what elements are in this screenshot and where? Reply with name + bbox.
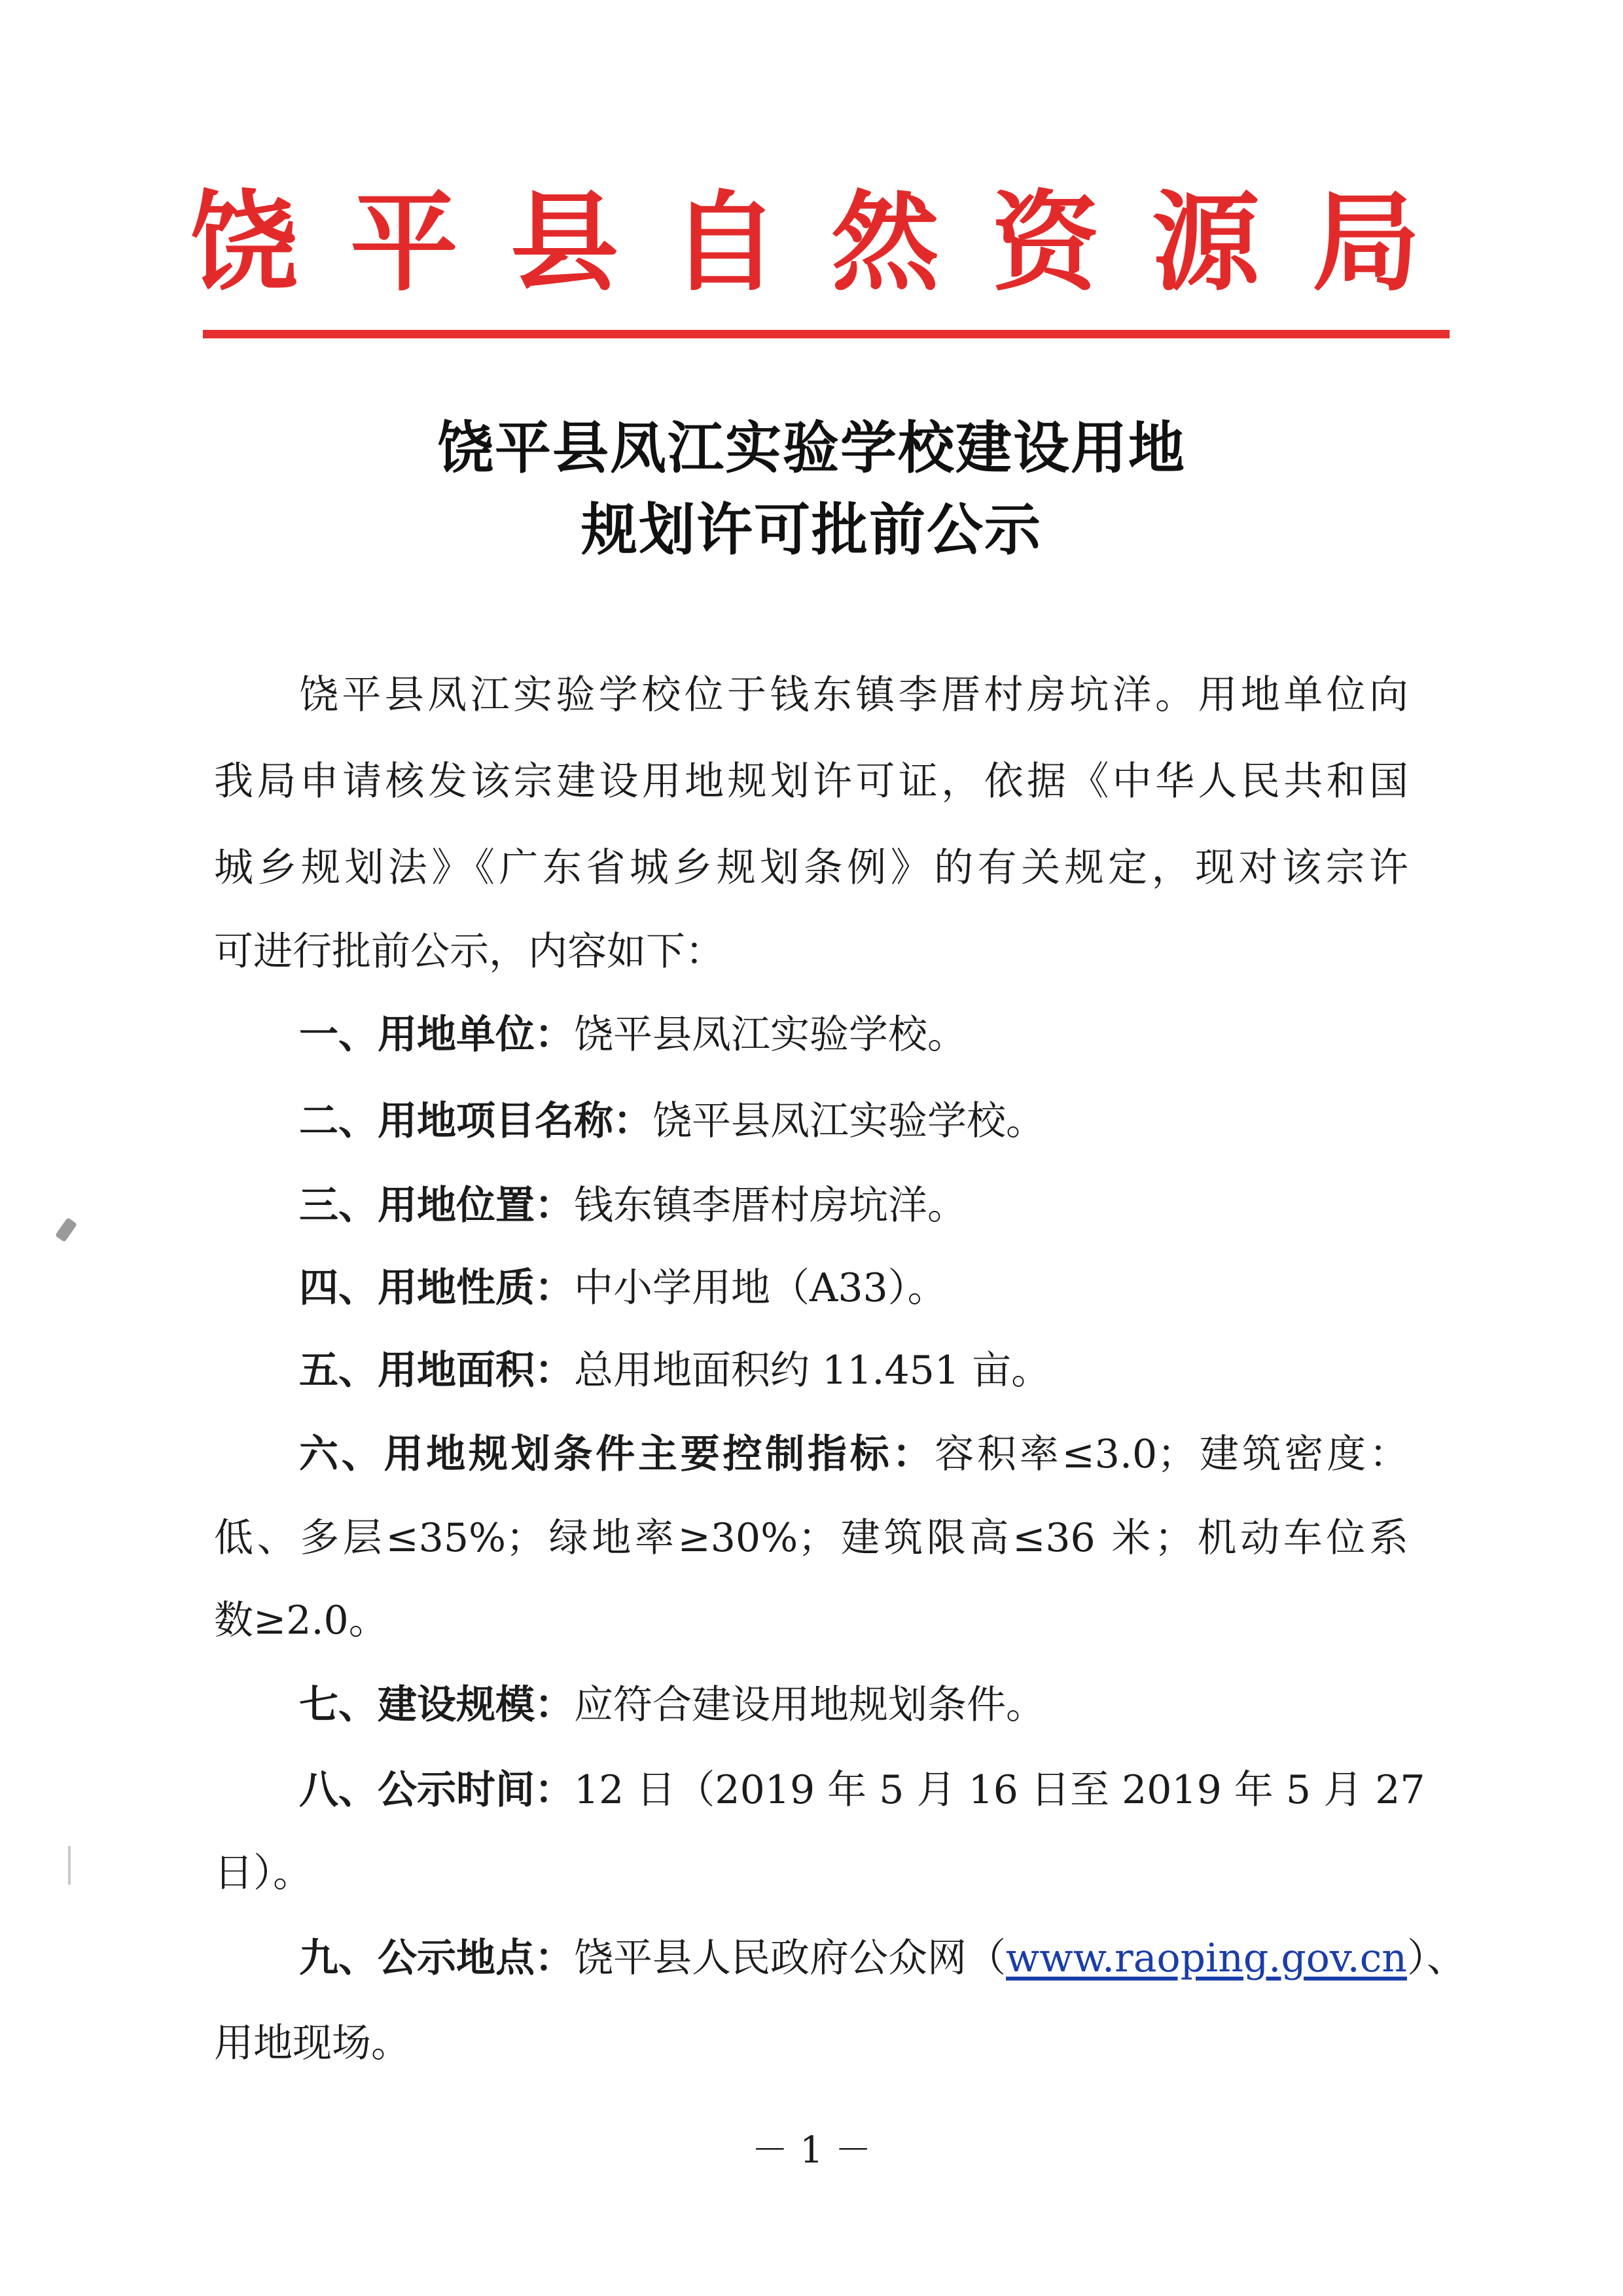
- item-label: 六、用地规划条件主要控制指标：: [299, 1431, 935, 1477]
- item-land-location: [299, 1185, 1493, 1227]
- intro-paragraph-line-1: 饶平县凤江实验学校位于钱东镇李厝村房坑洋。用地单位向: [299, 672, 1408, 718]
- page-number: － 1 －: [751, 2129, 872, 2172]
- header-char: 源: [1152, 179, 1260, 306]
- scan-speck: [55, 1217, 77, 1242]
- header-char: 然: [831, 179, 939, 306]
- item-label: 九、公示地点：: [299, 1935, 574, 1981]
- header-char: 饶: [190, 179, 298, 306]
- item-control-indicators-line-3: 数≥2.0。: [214, 1598, 388, 1643]
- item-publicity-place-line-2: 用地现场。: [214, 2020, 410, 2066]
- item-value: 饶平县凤江实验学校。: [652, 1098, 1045, 1144]
- item-construction-scale: [299, 1684, 1493, 1726]
- item-label: 四、用地性质：: [299, 1265, 574, 1311]
- item-label: 三、用地位置：: [299, 1183, 574, 1229]
- header-char: 自: [671, 179, 779, 306]
- item-value: 饶平县凤江实验学校。: [574, 1012, 967, 1058]
- item-land-area: [299, 1350, 1493, 1391]
- item-publicity-period-line-1: [299, 1767, 1425, 1813]
- item-publicity-period-line-2: 日）。: [214, 1850, 312, 1896]
- item-control-indicators-line-1: [299, 1433, 1408, 1475]
- item-label: 八、公示时间：: [299, 1767, 574, 1813]
- header-char: 平: [350, 179, 458, 306]
- scan-speck: [68, 1846, 71, 1885]
- item-project-name: [299, 1100, 1493, 1142]
- header-char: 资: [991, 179, 1099, 306]
- item-publicity-place-line-1: [299, 1937, 1493, 1979]
- item-value: 12 日（2019 年 5 月 16 日至 2019 年 5 月 27: [574, 1767, 1425, 1813]
- item-value: 钱东镇李厝村房坑洋。: [574, 1183, 967, 1229]
- item-value: ）、: [1406, 1935, 1466, 1981]
- document-title-line-1: 饶平县凤江实验学校建设用地: [437, 416, 1186, 481]
- item-land-nature: [299, 1267, 1493, 1309]
- item-value: 饶平县人民政府公众网（: [574, 1935, 1006, 1981]
- item-label: 一、用地单位：: [299, 1012, 574, 1058]
- issuing-authority-header: [190, 177, 1420, 308]
- intro-paragraph-line-2: 我局申请核发该宗建设用地规划许可证，依据《中华人民共和国: [214, 759, 1408, 804]
- item-land-unit: [299, 1014, 1493, 1056]
- header-char: 局: [1312, 179, 1420, 306]
- document-title-line-2: 规划许可批前公示: [581, 497, 1042, 563]
- intro-paragraph-line-4: 可进行批前公示，内容如下：: [214, 929, 724, 975]
- item-label: 七、建设规模：: [299, 1682, 574, 1728]
- header-char: 县: [510, 179, 618, 306]
- intro-paragraph-line-3: 城乡规划法》《广东省城乡规划条例》的有关规定，现对该宗许: [214, 845, 1408, 891]
- header-divider-rule: [203, 330, 1450, 338]
- item-value: 应符合建设用地规划条件。: [574, 1682, 1045, 1728]
- government-website-link[interactable]: www.raoping.gov.cn: [1006, 1935, 1407, 1981]
- item-control-indicators-line-2: 低、多层≤35%；绿地率≥30%；建筑限高≤36 米；机动车位系: [214, 1515, 1408, 1561]
- item-value: 容积率≤3.0；建筑密度：: [935, 1431, 1408, 1477]
- item-label: 二、用地项目名称：: [299, 1098, 652, 1144]
- item-label: 五、用地面积：: [299, 1348, 574, 1393]
- item-value: 总用地面积约 11.451 亩。: [574, 1348, 1051, 1393]
- item-value: 中小学用地（A33）。: [574, 1265, 947, 1311]
